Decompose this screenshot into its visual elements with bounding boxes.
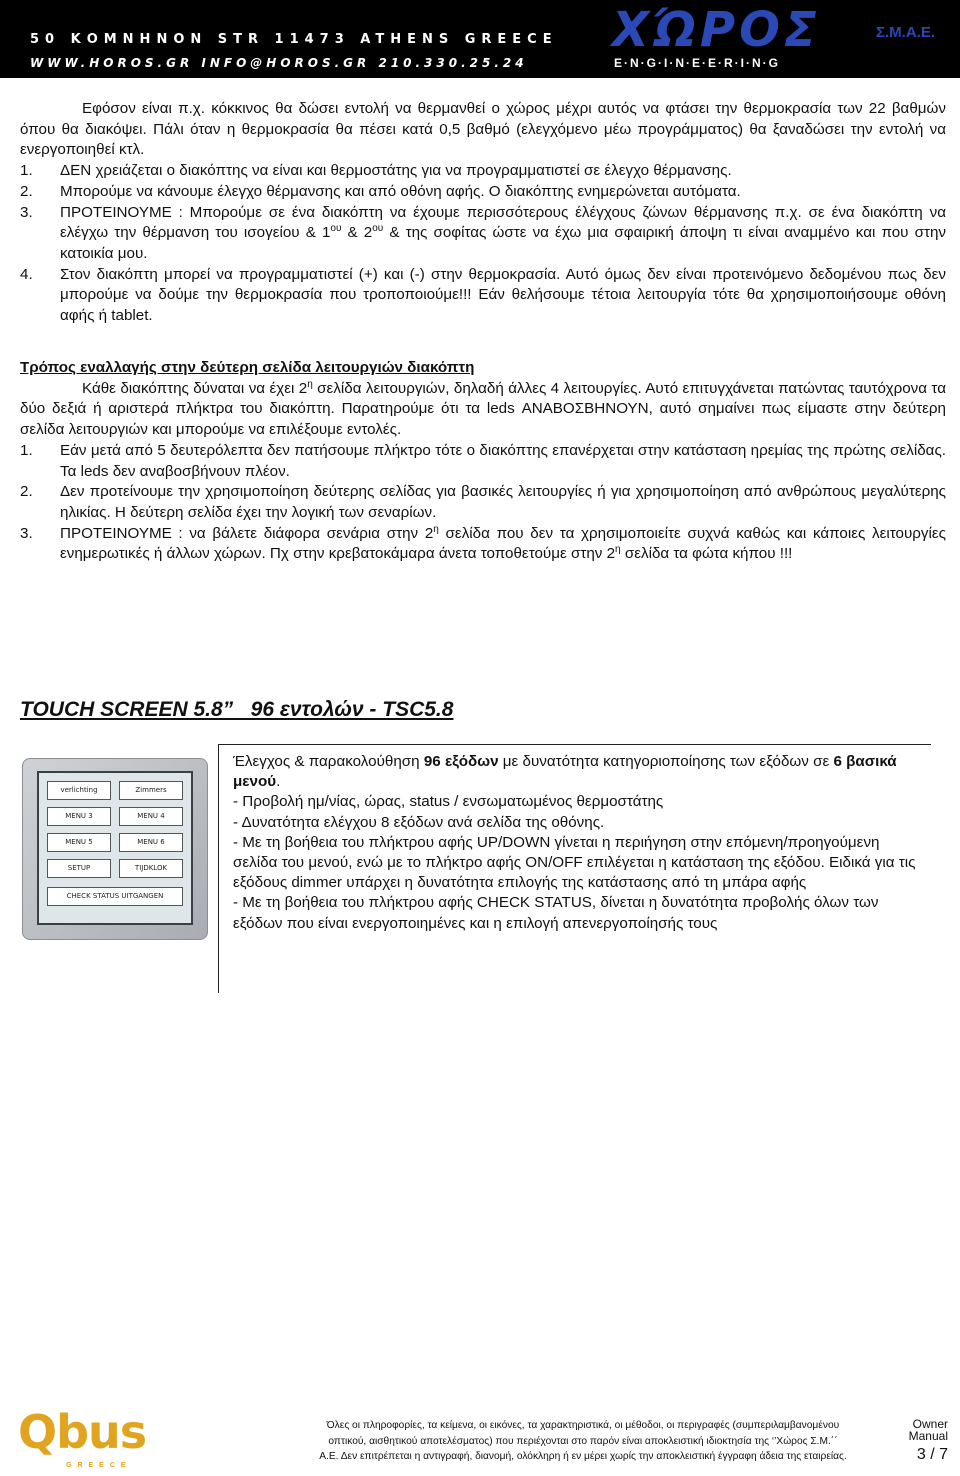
list-item: 2. Δεν προτείνουμε την χρησιμοποίηση δεύτερης σελίδας για βασικές λειτουργίες ή για χρησιμοποίηση από ανθρώπους μεγαλύτερης ηλικίας. Η δεύτερη σελίδα έχει την λογική των σεναρίων. [20, 483, 946, 521]
company-logo-suffix: Σ.Μ.Α.Ε. [876, 24, 936, 41]
company-address: 50 ΚΟΜΝΗΝΟΝ STR 11473 ATHENS GREECE [30, 32, 558, 47]
device-display [37, 771, 193, 925]
feature-bullet: - Με τη βοήθεια του πλήκτρου αφής UP/DOWN γίνεται η περιήγηση στην επόμενη/προηγούμενη σελίδα του μενού, ενώ με το πλήκτρο αφής ON/OFF επιλέγεται η κατάσταση της εξόδου. Ειδικά για τις εξόδους dimmer υπάρχει η δυνατότητα επιλογής της κατάστασης από τη μπάρα αφής [233, 833, 916, 892]
list-item: 2. Μπορούμε να κάνουμε έλεγχο θέρμανσης και από οθόνη αφής. Ο διακόπτης ενημερώνεται αυτόματα. [20, 182, 741, 200]
device-button: TIJDKLOK [119, 859, 183, 878]
touch-screen-photo [22, 758, 208, 940]
second-page-section [20, 358, 946, 565]
device-button: verlichting [47, 781, 111, 800]
intro-paragraph: Εφόσον είναι π.χ. κόκκινος θα δώσει εντολή να θερμανθεί ο χώρος μέχρι αυτός να φτάσει την θερμοκρασία των 22 βαθμών όπου θα διακόψει. Πάλι όταν η θερμοκρασία θα πέσει κατά 0,5 βαθμό (ελεγχόμενο μέω προγράμματος) θα ξαναδώσει την εντολή να ενεργοποιηθεί κτλ. [20, 100, 946, 159]
touch-screen-title: TOUCH SCREEN 5.8” 96 εντολών - TSC5.8 [20, 698, 454, 721]
feature-bullet: - Με τη βοήθεια του πλήκτρου αφής CHECK STATUS, δίνεται η δυνατότητα προβολής όλων των εξόδων που είναι ενεργοποιημένες και η επιλογή απενεργοποίησής τους [233, 894, 879, 932]
list-item: 1. Εάν μετά από 5 δευτερόλεπτα δεν πατήσουμε πλήκτρο τότε ο διακόπτης επανέρχεται στην κατάσταση ηρεμίας της πρώτης σελίδας. Τα leds δεν αναβοσβήνουν πλέον. [20, 441, 946, 480]
section-heading: Τρόπος εναλλαγής στην δεύτερη σελίδα λειτουργιών διακόπτη [20, 359, 475, 376]
letterhead-banner [0, 0, 960, 78]
feature-bullet: - Δυνατότητα ελέγχου 8 εξόδων ανά σελίδα της οθόνης. [233, 813, 605, 831]
features-summary: Έλεγχος & παρακολούθηση 96 εξόδων με δυνατότητα κατηγοριοποίησης των εξόδων σε 6 βασικά μενού. [233, 753, 897, 791]
company-logo: ΧΏΡΟΣ [612, 2, 821, 58]
document-type: Owner Manual [908, 1417, 948, 1443]
qbus-logo: Qbus [18, 1405, 147, 1459]
page-number: 3 / 7 [916, 1446, 948, 1463]
feature-bullet: - Προβολή ημ/νίας, ώρας, status / ενσωματωμένος θερμοστάτης [233, 793, 664, 811]
device-button: CHECK STATUS UITGANGEN [47, 887, 183, 906]
device-button: MENU 3 [47, 807, 111, 826]
company-tagline: E·N·G·I·N·E·E·R·I·N·G [614, 56, 780, 70]
heating-section [20, 99, 946, 327]
device-button: MENU 6 [119, 833, 183, 852]
device-button: MENU 5 [47, 833, 111, 852]
qbus-logo-subtitle: GREECE [66, 1462, 132, 1469]
features-list [233, 752, 923, 934]
list-item: 1. ΔΕΝ χρειάζεται ο διακόπτης να είναι και θερμοστάτης για να προγραμματιστεί σε έλεγχο θέρμανσης. [20, 162, 732, 180]
copyright-notice: Όλες οι πληροφορίες, τα κείμενα, οι εικόνες, τα χαρακτηριστικά, οι μέθοδοι, οι περιγραφές (συμπεριλαμβανομένου οπτικού, αισθητικού αποτελέσματος) που περιέχονται στο παρόν είναι αποκλειστική ιδιοκτησία της ‘’Χώρος Σ.Μ.΄΄ Α.Ε. Δεν επιτρέπεται η αντιγραφή, διανομή, ολόκληρη ή εν μέρει χωρίς την αποκλειστική έγγραφη άδεια της εταιρείας. [319, 1420, 847, 1462]
device-button: Zimmers [119, 781, 183, 800]
device-button: MENU 4 [119, 807, 183, 826]
device-button: SETUP [47, 859, 111, 878]
section-paragraph: Κάθε διακόπτης δύναται να έχει $2^\eta$ σελίδα λειτουργιών, δηλαδή άλλες 4 λειτουργίες. Αυτό επιτυγχάνεται πατώντας ταυτόχρονα τα δύο δεξιά ή αριστερά πλήκτρα του διακόπτη. Παρατηρούμε ότι τα leds ΑΝΑΒΟΣΒΗΝΟΥΝ, αυτό σημαίνει πως είμαστε στην δεύτερη σελίδα λειτουργιών και μπορούμε να επιλέξουμε εντολές. [20, 378, 946, 439]
list-item: 3. ΠΡΟΤΕΙΝΟΥΜΕ : Μπορούμε σε ένα διακόπτη να έχουμε περισσότερους έλέγχους ζώνων θέρμανσης π.χ. σε ένα διακόπτη να ελέγχω την θέρμανση του ισογείου & $1^{o\upsilon}$ & $2^{o\upsilon}$ & της σοφίτας ώστε να έχω μια σφαιρική άποψη τι είναι αναμμένο και που στην κατοικία μου. [20, 203, 946, 262]
list-item: 4. Στον διακόπτη μπορεί να προγραμματιστεί (+) και (-) στην θερμοκρασία. Αυτό όμως δεν είναι προτεινόμενο δεδομένου πως δεν μπορούμε να δούμε την θερμοκρασία που τροποποιούμε!!! Εάν θελήσουμε τέτοια λειτουργία τότε θα χρησιμοποιήσουμε οθόνη αφής ή tablet. [20, 265, 946, 325]
list-item: 3. ΠΡΟΤΕΙΝΟΥΜΕ : να βάλετε διάφορα σενάρια στην $2^\eta$ σελίδα που δεν τα χρησιμοποιείτε συχνά καθώς και κάποιες λειτουργίες ενημερωτικές ή άλλων χώρων. Πχ στην κρεβατοκάμαρα άνετα τοποθετούμε στην $2^\eta$ σελίδα τα φώτα κήπου !!! [20, 523, 946, 563]
company-contact: WWW.HOROS.GR INFO@HOROS.GR 210.330.25.24 [30, 56, 528, 70]
